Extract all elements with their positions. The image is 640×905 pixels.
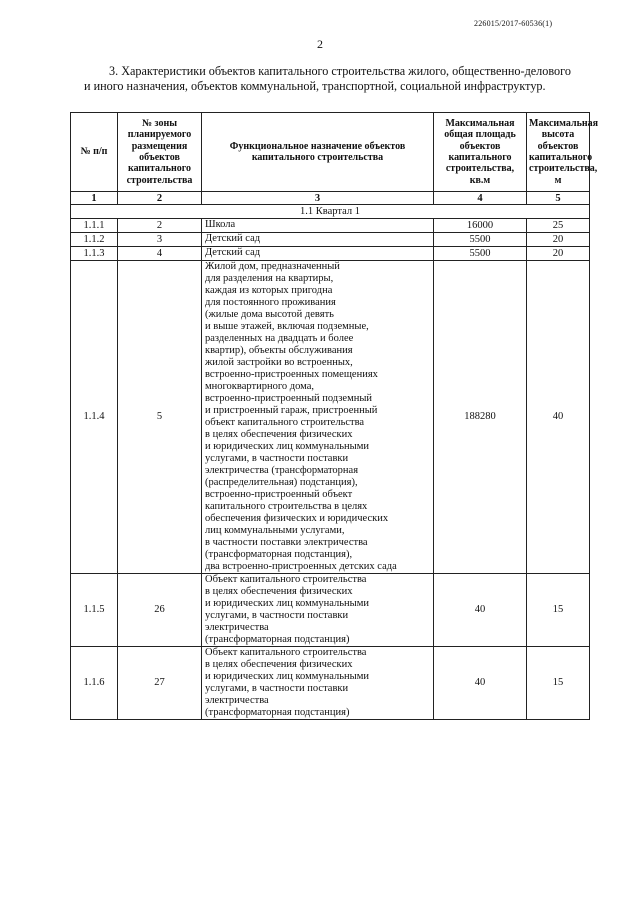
row-max-area: 5500 (434, 247, 527, 261)
row-number: 1.1.3 (71, 247, 118, 261)
function-line: электричества (205, 695, 269, 706)
function-line: электричества (205, 622, 269, 633)
function-line: и выше этажей, включая подземные, (205, 321, 369, 332)
row-number: 1.1.1 (71, 219, 118, 233)
header-zone: № зоны планируемого размещения объектов капитального строительства (118, 113, 202, 192)
function-line: услугами, в частности поставки (205, 683, 349, 694)
function-line: встроенно-пристроенный объект (205, 489, 353, 500)
function-line: (трансформаторная подстанция) (205, 707, 350, 718)
header-function: Функциональное назначение объектов капитального строительства (202, 113, 434, 192)
row-number: 1.1.5 (71, 574, 118, 647)
function-line: (трансформаторная подстанция) (205, 634, 350, 645)
section-heading-line2: и иного назначения, объектов коммунальной, транспортной, социальной инфраструктур. (84, 79, 546, 93)
row-max-area: 16000 (434, 219, 527, 233)
function-line: в целях обеспечения физических (205, 586, 353, 597)
row-function (202, 219, 434, 233)
function-line: каждая из которых пригодна (205, 285, 333, 296)
function-line: жилой застройки во встроенных, (205, 357, 353, 368)
row-zone: 3 (118, 233, 202, 247)
function-line: Объект капитального строительства (205, 647, 367, 658)
function-line: (трансформаторная подстанция), (205, 549, 353, 560)
table-row (71, 219, 590, 233)
function-line: два встроенно-пристроенных детских сада (205, 561, 397, 572)
table-header-row (71, 113, 590, 192)
quarter-label: 1.1 Квартал 1 (71, 205, 590, 219)
row-function (202, 647, 434, 720)
row-zone: 27 (118, 647, 202, 720)
table-row (71, 233, 590, 247)
header-max-height: Максимальная высота объектов капитального строительства, м (527, 113, 590, 192)
row-function (202, 574, 434, 647)
function-line: многоквартирного дома, (205, 381, 314, 392)
function-line: Жилой дом, предназначенный (205, 261, 340, 272)
row-max-height: 20 (527, 233, 590, 247)
row-max-height: 15 (527, 647, 590, 720)
function-line: разделенных на двадцать и более (205, 333, 354, 344)
function-line: встроенно-пристроенных помещениях (205, 369, 378, 380)
function-line: (распределительная) подстанция), (205, 477, 358, 488)
function-line: встроенно-пристроенный подземный (205, 393, 373, 404)
capital-construction-table (70, 112, 599, 720)
function-line: и юридических лиц коммунальными (205, 441, 369, 452)
function-line: и пристроенный гараж, пристроенный (205, 405, 378, 416)
table-row (71, 261, 590, 574)
function-line: (жилые дома высотой девять (205, 309, 334, 320)
table-row (71, 647, 590, 720)
row-function (202, 247, 434, 261)
function-line: в частности поставки электричества (205, 537, 368, 548)
row-max-height: 25 (527, 219, 590, 233)
function-line: лиц коммунальными услугами, (205, 525, 345, 536)
table-row (71, 247, 590, 261)
row-zone: 4 (118, 247, 202, 261)
function-line: в целях обеспечения физических (205, 659, 353, 670)
function-line: в целях обеспечения физических (205, 429, 353, 440)
row-max-area: 40 (434, 647, 527, 720)
row-function (202, 261, 434, 574)
quarter-row (71, 205, 590, 219)
row-max-area: 40 (434, 574, 527, 647)
row-max-area: 188280 (434, 261, 527, 574)
function-line: Школа (205, 219, 236, 230)
function-line: Детский сад (205, 233, 261, 244)
function-line: для разделения на квартиры, (205, 273, 334, 284)
function-line: для постоянного проживания (205, 297, 336, 308)
column-number: 2 (118, 192, 202, 205)
function-line: и юридических лиц коммунальными (205, 671, 369, 682)
row-max-area: 5500 (434, 233, 527, 247)
column-number: 3 (202, 192, 434, 205)
function-line: обеспечения физических и юридических (205, 513, 389, 524)
column-number-row (71, 192, 590, 205)
function-line: и юридических лиц коммунальными (205, 598, 369, 609)
row-zone: 5 (118, 261, 202, 574)
column-number: 4 (434, 192, 527, 205)
row-zone: 2 (118, 219, 202, 233)
page-number: 2 (317, 37, 323, 51)
header-number: № п/п (71, 113, 118, 192)
table-row (71, 574, 590, 647)
function-line: Детский сад (205, 247, 261, 258)
function-line: квартир), объекты обслуживания (205, 345, 353, 356)
row-max-height: 15 (527, 574, 590, 647)
function-line: услугами, в частности поставки (205, 610, 349, 621)
function-line: Объект капитального строительства (205, 574, 367, 585)
section-heading (84, 64, 604, 94)
row-zone: 26 (118, 574, 202, 647)
row-max-height: 20 (527, 247, 590, 261)
row-max-height: 40 (527, 261, 590, 574)
function-line: услугами, в частности поставки (205, 453, 349, 464)
row-number: 1.1.6 (71, 647, 118, 720)
row-number: 1.1.2 (71, 233, 118, 247)
function-line: капитального строительства в целях (205, 501, 368, 512)
column-number: 5 (527, 192, 590, 205)
function-line: объект капитального строительства (205, 417, 365, 428)
row-number: 1.1.4 (71, 261, 118, 574)
function-line: электричества (трансформаторная (205, 465, 359, 476)
row-function (202, 233, 434, 247)
section-heading-line1: 3. Характеристики объектов капитального строительства жилого, общественно-делового (109, 64, 571, 78)
header-max-area: Максимальная общая площадь объектов капитального строительства, кв.м (434, 113, 527, 192)
column-number: 1 (71, 192, 118, 205)
document-number: 226015/2017-60536(1) (474, 19, 553, 28)
